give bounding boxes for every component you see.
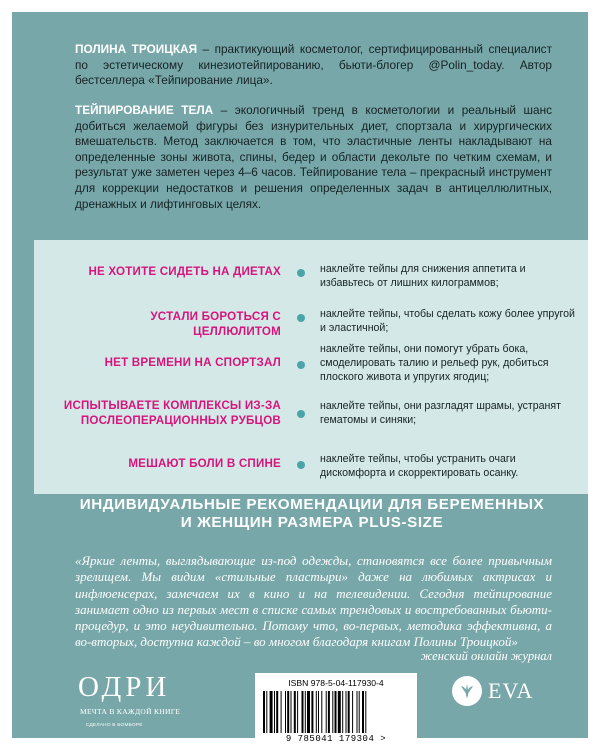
- barcode-digits: 9 785041 179304 >: [285, 734, 387, 744]
- problem-label: УСТАЛИ БОРОТЬСЯ С ЦЕЛЛЮЛИТОМ: [150, 310, 281, 338]
- solution-text: наклейте тейпы, они разгладят шрамы, устранят гематомы и синяки;: [320, 400, 561, 426]
- magazine-logo: [452, 672, 552, 712]
- problem-label: МЕШАЮТ БОЛИ В СПИНЕ: [128, 457, 281, 470]
- problem-row: [34, 396, 588, 436]
- book-description: [75, 103, 552, 212]
- solution-text: наклейте тейпы, чтобы сделать кожу более упругой и эластичной;: [320, 308, 575, 334]
- quote-source: женский онлайн журнал: [420, 649, 552, 663]
- publisher-slogan: МЕЧТА В КАЖДОЙ КНИГЕ: [80, 707, 181, 716]
- description-text: – экологичный тренд в косметологии и реальный шанс добиться желаемой фигуры без изнурительных диет, спортзала и хирургических вмешательств. Метод заключается в том, что эластичные ленты накладывают на определенные зоны живота, спины, бедер и области декольте по четким схемам, и результат уже заметен через 4–6 часов. Тейпирование тела – прекрасный инструмент для коррекции недостатков и решения определенных задач в антицеллюлитных, дренажных и лифтинговых целях.: [75, 103, 552, 211]
- problems-panel: [34, 240, 588, 494]
- problem-label: НЕТ ВРЕМЕНИ НА СПОРТЗАЛ: [104, 356, 281, 369]
- description-lead: ТЕЙПИРОВАНИЕ ТЕЛА: [75, 103, 214, 117]
- problem-label: ИСПЫТЫВАЕТЕ КОМПЛЕКСЫ ИЗ-ЗА ПОСЛЕОПЕРАЦИОННЫХ РУБЦОВ: [63, 399, 281, 427]
- bullet-dot-icon: [297, 461, 305, 469]
- publisher-logo: [78, 672, 198, 732]
- solution-text: наклейте тейпы, они помогут убрать бока, смоделировать талию и рельеф рук, добиться плоского живота и упругих ягодиц;: [320, 343, 549, 383]
- author-bio-text: – практикующий косметолог, сертифицированный специалист по эстетическому кинезиотейпированию, бьюти-блогер @Polin_today. Автор бестселлера «Тейпирование лица».: [75, 42, 552, 88]
- review-quote: «Яркие ленты, выглядывающие из-под одежды, становятся все более привычным зрелищем. Мы видим «стильные пластыри» даже на любимых актрисах и инфлюенсерах, замечаем их в кино и на телевидении. Сегодня тейпирование занимает одно из первых мест в списке самых трендовых и востребованных бьюти-процедур, и это неудивительно. Потому что, во-первых, методика эффективна, а во-вторых, доступна каждой – во многом благодаря книгам Полины Троицкой»: [75, 553, 552, 650]
- publisher-name: ОДРИ: [78, 671, 171, 703]
- author-name: ПОЛИНА ТРОИЦКАЯ: [75, 42, 198, 56]
- barcode-bars-icon: [261, 691, 411, 733]
- isbn-number: ISBN 978-5-04-117930-4: [288, 678, 384, 688]
- problem-row: [34, 452, 588, 492]
- problem-row: [34, 342, 588, 382]
- leaf-icon: [452, 676, 482, 706]
- bullet-dot-icon: [297, 269, 305, 277]
- solution-text: наклейте тейпы для снижения аппетита и избавьтесь от лишних килограммов;: [320, 263, 526, 289]
- problem-label: НЕ ХОТИТЕ СИДЕТЬ НА ДИЕТАХ: [88, 265, 281, 278]
- isbn-barcode: [255, 673, 417, 750]
- bullet-dot-icon: [297, 361, 305, 369]
- bullet-dot-icon: [297, 410, 305, 418]
- solution-text: наклейте тейпы, чтобы устранить очаги дискомфорта и скорректировать осанку.: [320, 453, 519, 479]
- problem-row: [34, 307, 588, 347]
- back-cover: [12, 12, 588, 744]
- publisher-made-in: СДЕЛАНО В БОМБОРЕ: [86, 723, 143, 728]
- recommendations-heading: ИНДИВИДУАЛЬНЫЕ РЕКОМЕНДАЦИИ ДЛЯ БЕРЕМЕННЫХ И ЖЕНЩИН РАЗМЕРА PLUS-SIZE: [79, 496, 545, 531]
- bullet-dot-icon: [297, 314, 305, 322]
- problem-row: [34, 262, 588, 302]
- magazine-wordmark: EVA: [488, 678, 534, 703]
- author-bio: [75, 42, 552, 89]
